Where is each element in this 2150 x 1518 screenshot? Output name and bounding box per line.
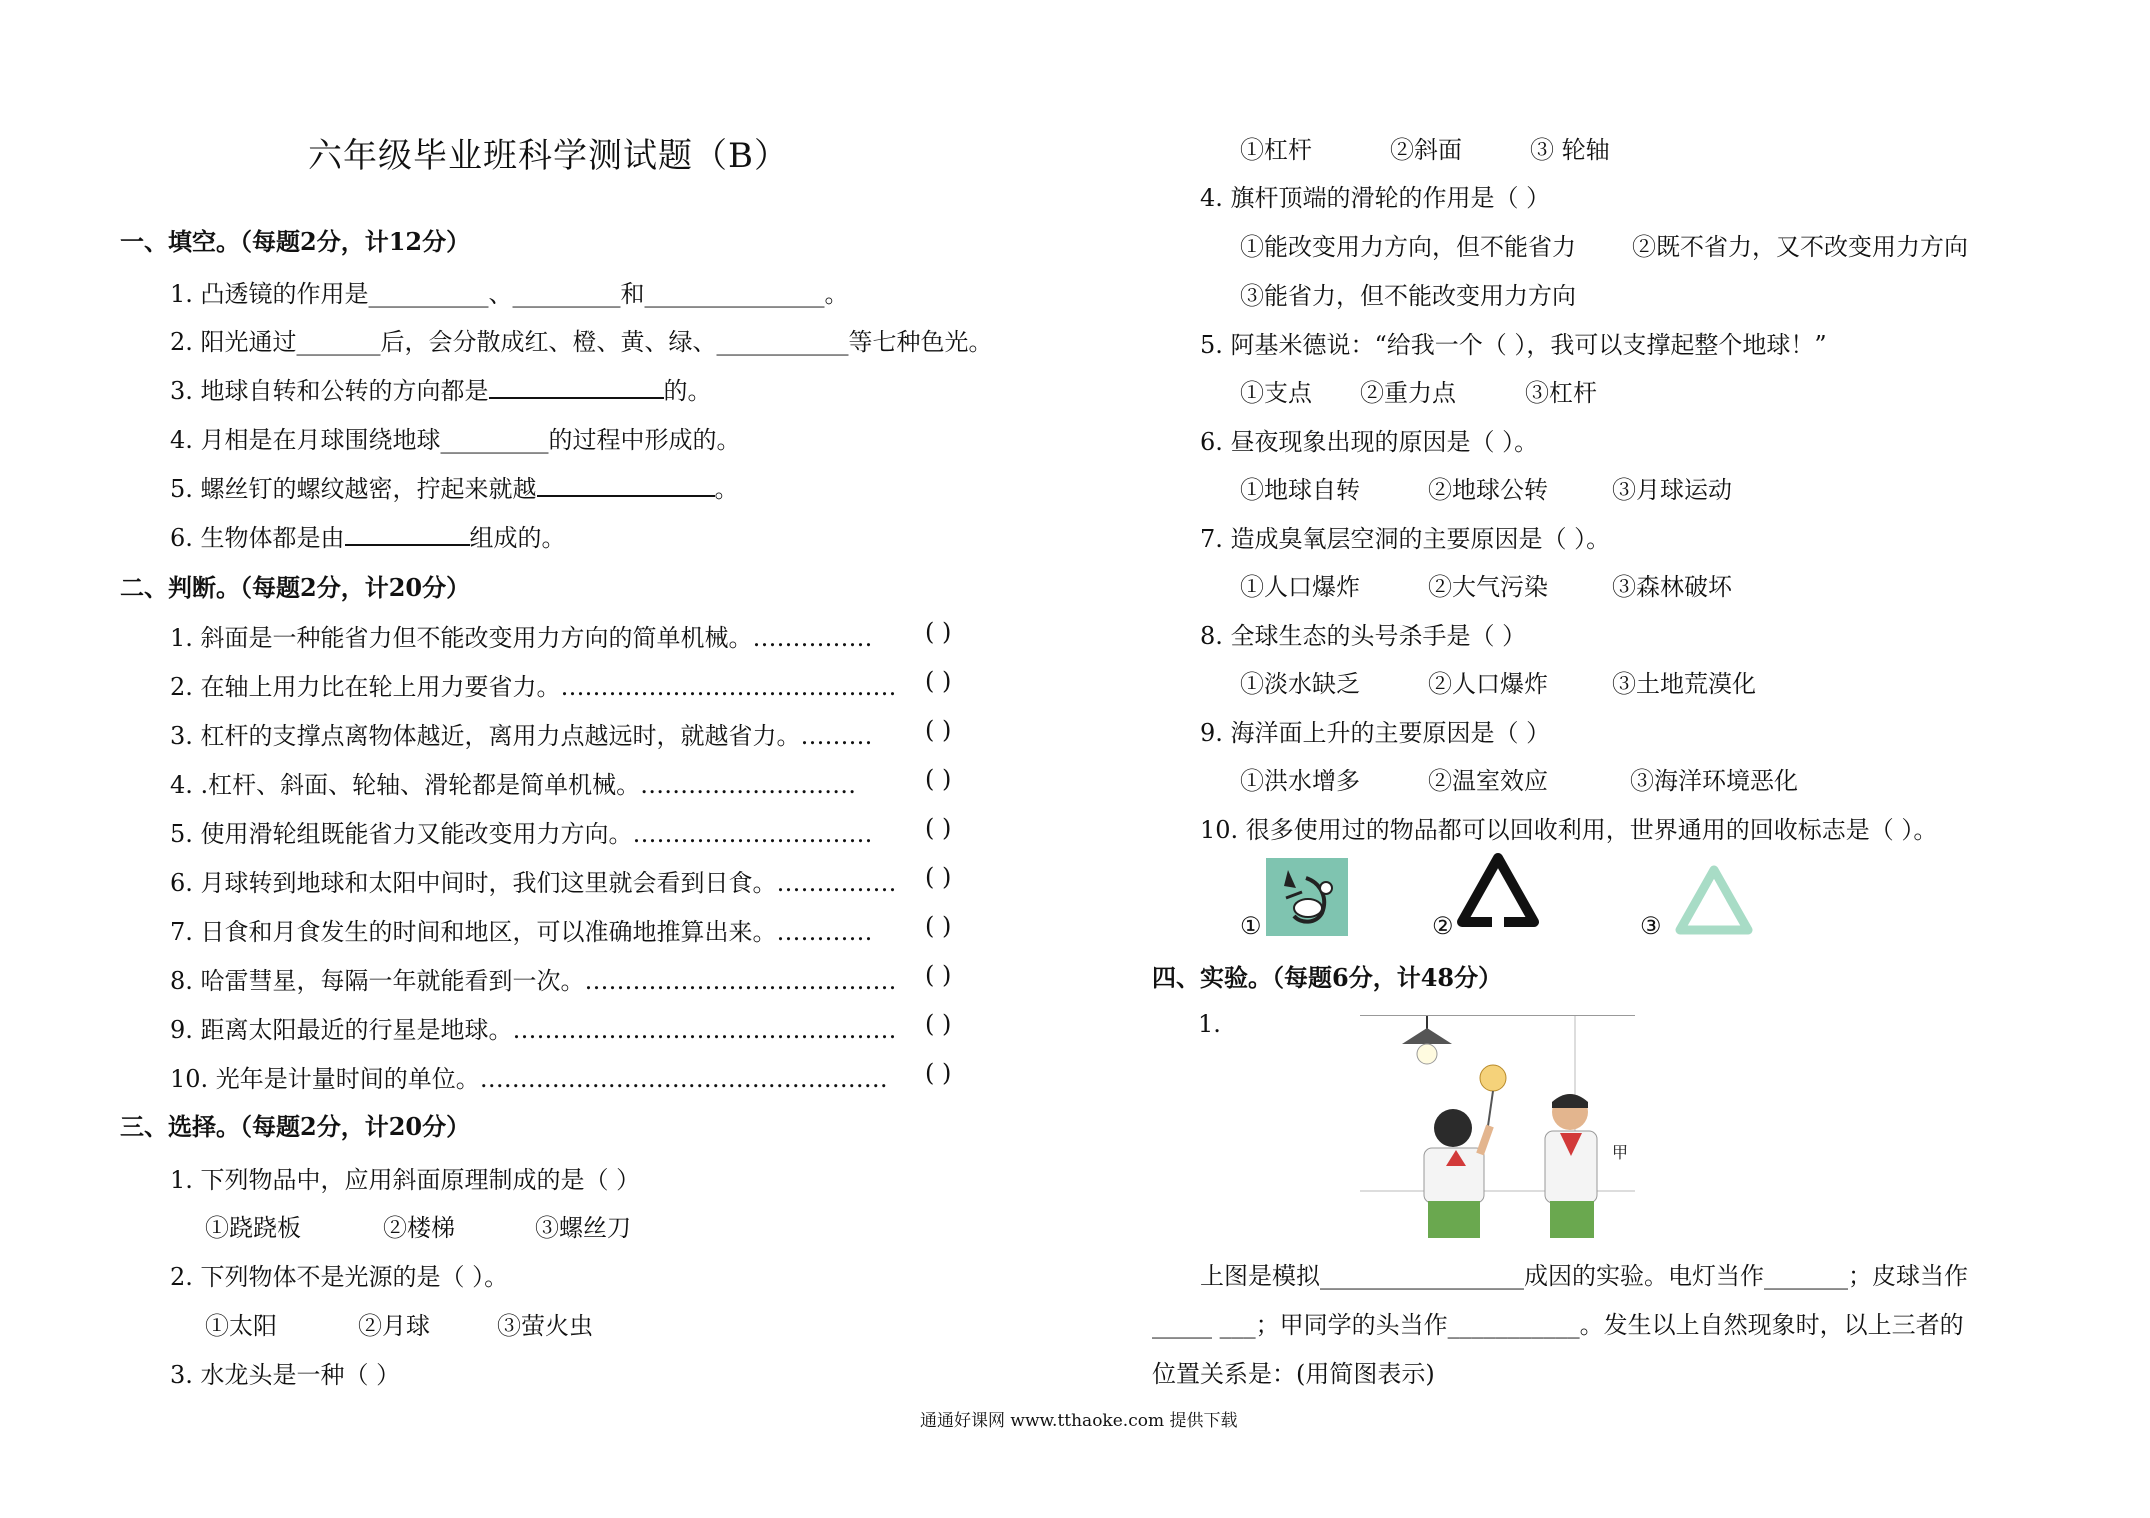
- fill-question-5: 5. 螺丝钉的螺纹越密，拧起来就越 。: [170, 475, 739, 503]
- choice-6-option-b[interactable]: ②地球公转: [1428, 476, 1548, 504]
- judgment-question-4: 4. .杠杆、斜面、轮轴、滑轮都是简单机械。………………………: [170, 771, 857, 799]
- judgment-question-2: 2. 在轴上用力比在轮上用力要省力。……………………………………: [170, 673, 897, 701]
- page-footer: 通通好课网 www.tthaoke.com 提供下载: [920, 1411, 1238, 1431]
- judgment-question-9: 9. 距离太阳最近的行星是地球。…………………………………………: [170, 1016, 897, 1044]
- fill-question-1: 1. 凸透镜的作用是__________、_________和_______________。: [170, 280, 849, 308]
- choice-7-option-a[interactable]: ①人口爆炸: [1240, 573, 1360, 601]
- judgment-answer-parens[interactable]: ( ): [925, 814, 952, 842]
- choice-1-option-b[interactable]: ②楼梯: [383, 1214, 455, 1242]
- section-choice-heading: 三、选择。（每题2分，计20分）: [120, 1112, 471, 1141]
- choice-question-8: 8. 全球生态的头号杀手是（ ）: [1200, 622, 1527, 650]
- choice-4-option-b[interactable]: ②既不省力，又不改变用力方向: [1632, 233, 1968, 261]
- choice-3-option-a[interactable]: ①杠杆: [1240, 136, 1312, 164]
- fill-question-6: 6. 生物体都是由 组成的。: [170, 524, 566, 552]
- choice-8-option-a[interactable]: ①淡水缺乏: [1240, 670, 1360, 698]
- choice-5-option-c[interactable]: ③杠杆: [1525, 379, 1597, 407]
- judgment-answer-parens[interactable]: ( ): [925, 1010, 952, 1038]
- fill-question-2: 2. 阳光通过_______后，会分散成红、橙、黄、绿、___________等七种色光。: [170, 328, 993, 356]
- fill-question-4: 4. 月相是在月球围绕地球_________的过程中形成的。: [170, 426, 741, 454]
- judgment-answer-parens[interactable]: ( ): [925, 618, 952, 646]
- choice-1-option-a[interactable]: ①跷跷板: [205, 1214, 301, 1242]
- choice-8-option-c[interactable]: ③土地荒漠化: [1612, 670, 1756, 698]
- choice-10-option-c[interactable]: ③: [1640, 912, 1662, 940]
- judgment-question-7: 7. 日食和月食发生的时间和地区，可以准确地推算出来。…………: [170, 918, 873, 946]
- eclipse-illustration: [1360, 1016, 1635, 1238]
- experiment-line-1: 上图是模拟_________________成因的实验。电灯当作_______；皮球当作: [1200, 1262, 1968, 1290]
- judgment-answer-parens[interactable]: ( ): [925, 863, 952, 891]
- judgment-question-3: 3. 杠杆的支撑点离物体越近，离用力点越远时，就越省力。………: [170, 722, 873, 750]
- choice-question-3: 3. 水龙头是一种（ ）: [170, 1361, 401, 1389]
- choice-question-9: 9. 海洋面上升的主要原因是（ ）: [1200, 719, 1551, 747]
- choice-7-option-b[interactable]: ②大气污染: [1428, 573, 1548, 601]
- section-fill-in-heading: 一、填空。（每题2分，计12分）: [120, 227, 471, 256]
- choice-7-option-c[interactable]: ③森林破坏: [1612, 573, 1732, 601]
- choice-1-option-c[interactable]: ③螺丝刀: [535, 1214, 631, 1242]
- judgment-question-5: 5. 使用滑轮组既能省力又能改变用力方向。…………………………: [170, 820, 873, 848]
- choice-10-option-a[interactable]: ①: [1240, 912, 1262, 940]
- page-title: 六年级毕业班科学测试题（B）: [308, 136, 789, 176]
- answer-blank[interactable]: [537, 473, 715, 497]
- eclipse-experiment-figure: [1360, 1015, 1635, 1238]
- choice-4-option-c[interactable]: ③能省力，但不能改变用力方向: [1240, 282, 1576, 310]
- answer-blank[interactable]: [489, 375, 664, 399]
- choice-question-6: 6. 昼夜现象出现的原因是（ ）。: [1200, 428, 1539, 456]
- answer-blank[interactable]: [345, 522, 470, 546]
- choice-question-5: 5. 阿基米德说：“给我一个（ ），我可以支撑起整个地球！”: [1200, 331, 1827, 359]
- experiment-question-number: 1.: [1198, 1010, 1221, 1038]
- choice-6-option-a[interactable]: ①地球自转: [1240, 476, 1360, 504]
- choice-8-option-b[interactable]: ②人口爆炸: [1428, 670, 1548, 698]
- choice-3-option-b[interactable]: ②斜面: [1390, 136, 1462, 164]
- choice-9-option-b[interactable]: ②温室效应: [1428, 767, 1548, 795]
- judgment-answer-parens[interactable]: ( ): [925, 667, 952, 695]
- recycle-symbol-c-icon[interactable]: [1672, 862, 1756, 938]
- choice-question-10: 10. 很多使用过的物品都可以回收利用，世界通用的回收标志是（ ）。: [1200, 816, 1938, 844]
- fill-question-3: 3. 地球自转和公转的方向都是 的。: [170, 377, 712, 405]
- experiment-line-3: 位置关系是：(用简图表示): [1152, 1360, 1435, 1388]
- recycle-symbol-a-icon[interactable]: [1266, 858, 1348, 936]
- judgment-question-10: 10. 光年是计量时间的单位。……………………………………………: [170, 1065, 888, 1093]
- section-judgment-heading: 二、判断。（每题2分，计20分）: [120, 573, 471, 602]
- choice-3-option-c[interactable]: ③ 轮轴: [1530, 136, 1610, 164]
- choice-question-1: 1. 下列物品中，应用斜面原理制成的是（ ）: [170, 1166, 641, 1194]
- choice-4-option-a[interactable]: ①能改变用力方向，但不能省力: [1240, 233, 1576, 261]
- judgment-answer-parens[interactable]: ( ): [925, 961, 952, 989]
- judgment-question-8: 8. 哈雷彗星，每隔一年就能看到一次。…………………………………: [170, 967, 897, 995]
- choice-9-option-a[interactable]: ①洪水增多: [1240, 767, 1360, 795]
- judgment-answer-parens[interactable]: ( ): [925, 765, 952, 793]
- recycle-symbol-b-icon[interactable]: [1456, 852, 1540, 936]
- experiment-line-2: _____ ___；甲同学的头当作___________。发生以上自然现象时，以上三者的: [1152, 1311, 1964, 1339]
- choice-question-7: 7. 造成臭氧层空洞的主要原因是（ ）。: [1200, 525, 1611, 553]
- choice-question-2: 2. 下列物体不是光源的是（ ）。: [170, 1263, 509, 1291]
- choice-2-option-a[interactable]: ①太阳: [205, 1312, 277, 1340]
- choice-question-4: 4. 旗杆顶端的滑轮的作用是（ ）: [1200, 184, 1551, 212]
- judgment-answer-parens[interactable]: ( ): [925, 912, 952, 940]
- judgment-answer-parens[interactable]: ( ): [925, 1059, 952, 1087]
- choice-10-option-b[interactable]: ②: [1432, 912, 1454, 940]
- choice-5-option-a[interactable]: ①支点: [1240, 379, 1312, 407]
- choice-2-option-c[interactable]: ③萤火虫: [497, 1312, 593, 1340]
- judgment-question-1: 1. 斜面是一种能省力但不能改变用力方向的简单机械。……………: [170, 624, 873, 652]
- choice-9-option-c[interactable]: ③海洋环境恶化: [1630, 767, 1798, 795]
- judgment-answer-parens[interactable]: ( ): [925, 716, 952, 744]
- choice-2-option-b[interactable]: ②月球: [358, 1312, 430, 1340]
- judgment-question-6: 6. 月球转到地球和太阳中间时，我们这里就会看到日食。……………: [170, 869, 897, 897]
- choice-6-option-c[interactable]: ③月球运动: [1612, 476, 1732, 504]
- figure-label-jia: 甲: [1612, 1143, 1629, 1162]
- section-experiment-heading: 四、实验。（每题6分，计48分）: [1152, 963, 1503, 992]
- choice-5-option-b[interactable]: ②重力点: [1360, 379, 1456, 407]
